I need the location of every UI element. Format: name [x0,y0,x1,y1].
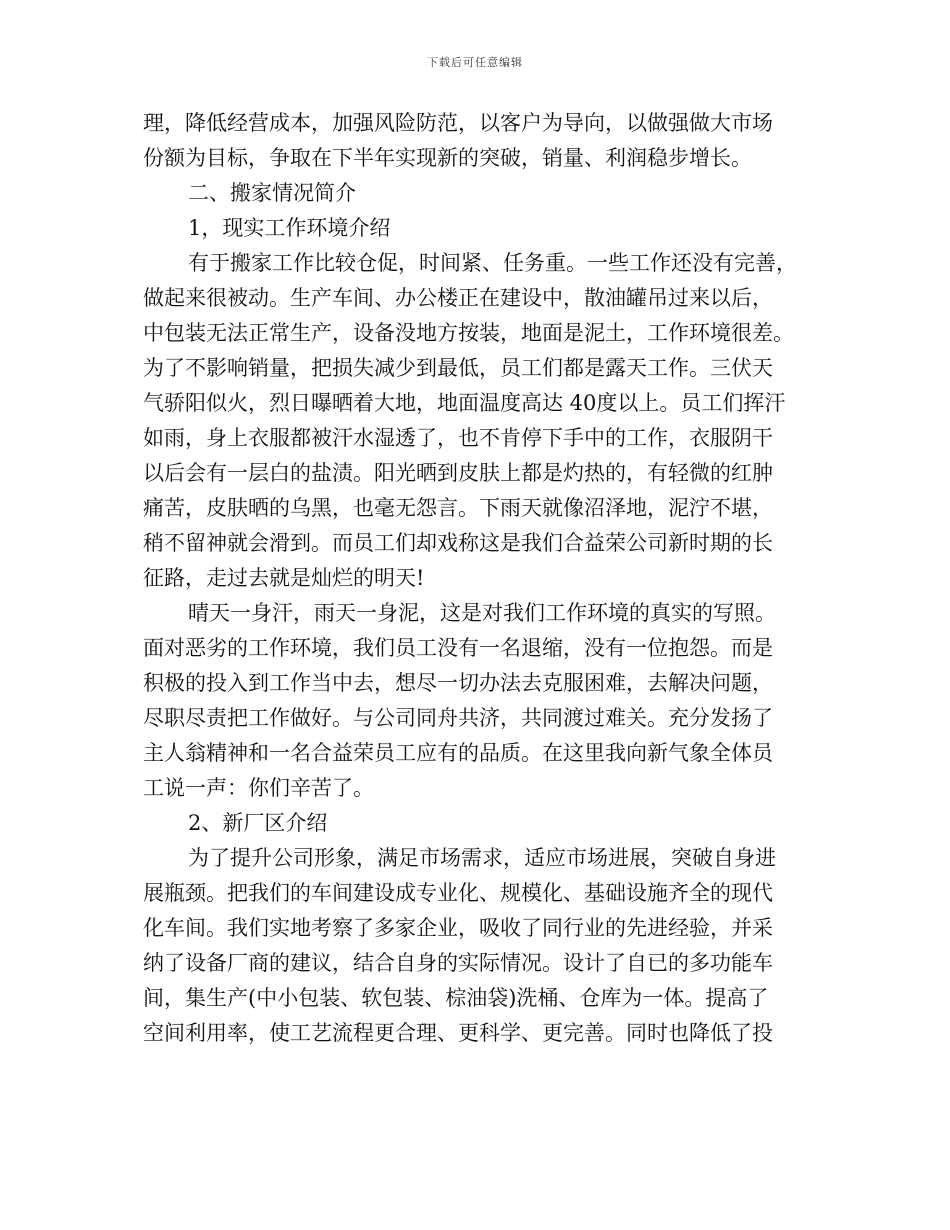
body-line: 工说一声：你们辛苦了。 [143,776,374,800]
document-body [143,106,808,1051]
body-line: 中包装无法正常生产，设备没地方按装，地面是泥土，工作环境很差。 [143,321,794,345]
body-line: 为了提升公司形象，满足市场需求，适应市场进展，突破自身进 [188,846,776,870]
body-line: 为了不影响销量，把损失减少到最低，员工们都是露天工作。三伏天 [143,356,773,380]
subsection-heading: 1，现实工作环境介绍 [188,216,391,240]
body-line: 主人翁精神和一名合益荣员工应有的品质。在这里我向新气象全体员 [143,741,773,765]
body-line: 气骄阳似火，烈日曝晒着大地，地面温度高达 40度以上。员工们挥汗 [143,391,786,415]
body-line: 如雨，身上衣服都被汗水湿透了，也不肯停下手中的工作，衣服阴干 [143,426,773,450]
body-line: 以后会有一层白的盐渍。阳光晒到皮肤上都是灼热的，有轻微的红肿 [143,461,773,485]
body-line: 份额为目标，争取在下半年实现新的突破，销量、利润稳步增长。 [143,146,752,170]
body-line: 空间利用率，使工艺流程更合理、更科学、更完善。同时也降低了投 [143,1021,773,1045]
subsection-heading: 2、新厂区介绍 [188,811,328,835]
section-heading: 二、搬家情况简介 [188,181,356,205]
body-line: 积极的投入到工作当中去，想尽一切办法去克服困难，去解决问题， [143,671,773,695]
body-line: 间，集生产(中小包装、软包装、棕油袋)洗桶、仓库为一体。提高了 [143,986,769,1010]
body-line: 展瓶颈。把我们的车间建设成专业化、规模化、基础设施齐全的现代 [143,881,773,905]
body-line: 做起来很被动。生产车间、办公楼正在建设中，散油罐吊过来以后， [143,286,773,310]
page-header: 下载后可任意编辑 [427,56,523,69]
body-line: 晴天一身汗，雨天一身泥，这是对我们工作环境的真实的写照。 [188,601,776,625]
body-line: 征路，走过去就是灿烂的明天! [143,566,425,590]
body-line: 理，降低经营成本，加强风险防范，以客户为导向，以做强做大市场 [143,111,773,135]
body-line: 面对恶劣的工作环境，我们员工没有一名退缩，没有一位抱怨。而是 [143,636,773,660]
body-line: 痛苦，皮肤晒的乌黑，也毫无怨言。下雨天就像沼泽地，泥泞不堪， [143,496,773,520]
body-line: 尽职尽责把工作做好。与公司同舟共济，共同渡过难关。充分发扬了 [143,706,773,730]
body-line: 化车间。我们实地考察了多家企业，吸收了同行业的先进经验，并采 [143,916,773,940]
body-line: 有于搬家工作比较仓促，时间紧、任务重。一些工作还没有完善， [188,251,797,275]
body-line: 纳了设备厂商的建议，结合自身的实际情况。设计了自已的多功能车 [143,951,773,975]
body-line: 稍不留神就会滑到。而员工们却戏称这是我们合益荣公司新时期的长 [143,531,773,555]
